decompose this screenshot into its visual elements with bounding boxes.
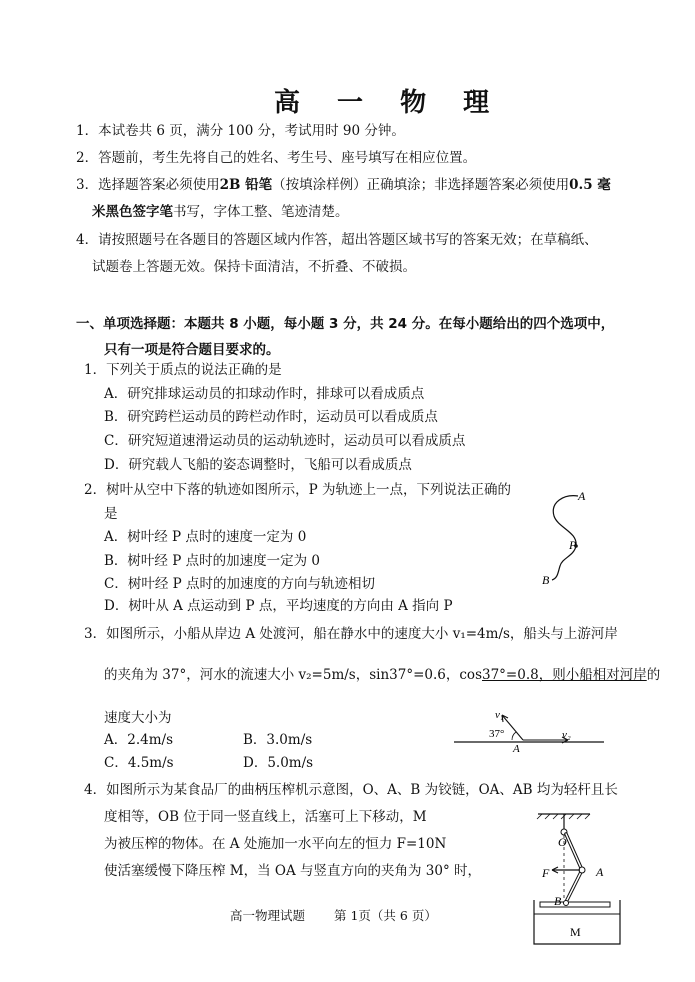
- q2-stem-cont: 是: [104, 506, 118, 522]
- q2-option-c: C．树叶经 P 点时的加速度的方向与轨迹相切: [104, 576, 375, 592]
- rod-ab-inner: [566, 870, 582, 902]
- note-2: 2．答题前，考生先将自己的姓名、考生号、座号填写在相应位置。: [76, 150, 477, 166]
- river-boat-figure: [450, 705, 610, 755]
- q3-stem-cont: [104, 666, 660, 684]
- label-v2: v₂: [562, 729, 571, 741]
- section-heading-cont: 只有一项是符合题目要求的。: [104, 342, 280, 358]
- q4-stem-4: 使活塞缓慢下降压榨 M，当 OA 与竖直方向的夹角为 30° 时，: [104, 863, 482, 879]
- q3-stem-end: 速度大小为: [104, 710, 172, 726]
- label-a: A: [578, 489, 586, 503]
- note-3: [76, 176, 611, 194]
- q2-option-b: B．树叶经 P 点时的加速度一定为 0: [104, 553, 320, 569]
- q2-option-d: D．树叶从 A 点运动到 P 点，平均速度的方向由 A 指向 P: [104, 598, 453, 614]
- label-a: A: [513, 743, 520, 755]
- q3-option-a: A．2.4m/s: [104, 732, 173, 748]
- q3-option-d: D．5.0m/s: [243, 755, 314, 771]
- note-3-pencil: 2B 铅笔: [219, 177, 273, 193]
- footer-page-number: 第 1页（共 6 页）: [334, 908, 437, 923]
- q4-stem-2: 度相等，OB 位于同一竖直线上，活塞可上下移动，M: [104, 809, 427, 825]
- q1-stem: 1．下列关于质点的说法正确的是: [84, 362, 282, 378]
- label-b: B: [542, 573, 550, 587]
- section-heading: 一、单项选择题：本题共 8 小题，每小题 3 分，共 24 分。在每小题给出的四个选项中，: [76, 316, 615, 332]
- q4-stem: 4．如图所示为某食品厂的曲柄压榨机示意图，O、A、B 为铰链，OA、AB 均为轻杆且长: [84, 782, 618, 798]
- q3-stem-cont-c: 的: [646, 667, 661, 683]
- label-b: B: [554, 894, 562, 908]
- page-title: 高 一 物 理: [274, 88, 504, 118]
- label-f: F: [542, 866, 550, 880]
- q1-option-d: D．研究载人飞船的姿态调整时，飞船可以看成质点: [104, 457, 412, 473]
- q1-option-a: A．研究排球运动员的扣球动作时，排球可以看成质点: [104, 386, 425, 402]
- q2-stem: 2．树叶从空中下落的轨迹如图所示，P 为轨迹上一点，下列说法正确的: [84, 482, 511, 498]
- q3-stem-cont-a: 的夹角为 37°，河水的流速大小 v₂=5m/s，sin37°=0.6，cos: [104, 667, 482, 683]
- label-p: P: [569, 538, 577, 552]
- note-3-pen-size: 0.5 毫: [569, 177, 611, 193]
- label-o: O: [558, 835, 567, 849]
- label-v1: v₁: [495, 709, 504, 721]
- note-4: 4．请按照题号在各题目的答题区域内作答，超出答题区域书写的答案无效；在草稿纸、: [76, 232, 598, 248]
- angle-arc: [512, 732, 516, 740]
- rod-oa-inner: [566, 834, 582, 870]
- note-1: 1．本试卷共 6 页，满分 100 分，考试用时 90 分钟。: [76, 123, 405, 139]
- label-a: A: [596, 865, 604, 879]
- q3-stem: 3．如图所示，小船从岸边 A 处渡河，船在静水中的速度大小 v₁=4m/s，船头与上游河岸: [84, 626, 618, 642]
- note-3-part2: （按填涂样例）正确填涂；非选择题答案必须使用: [272, 177, 570, 193]
- leaf-trajectory-figure: [530, 480, 600, 592]
- note-3-part3: 书写，字体工整、笔迹清楚。: [173, 204, 349, 220]
- note-3-cont: [92, 203, 349, 221]
- hinge-b: [564, 901, 569, 906]
- q3-option-c: C．4.5m/s: [104, 755, 174, 771]
- note-4-cont: 试题卷上答题无效。保持卡面清洁，不折叠、不破损。: [92, 259, 416, 275]
- footer-subject: 高一物理试题: [230, 908, 306, 923]
- q1-option-b: B．研究跨栏运动员的跨栏动作时，运动员可以看成质点: [104, 409, 438, 425]
- q3-stem-cont-b: 37°=0.8，则小船相对河岸: [482, 667, 647, 683]
- note-3-part1: 3．选择题答案必须使用: [76, 177, 220, 193]
- label-angle: 37°: [489, 728, 505, 740]
- q1-option-c: C．研究短道速滑运动员的运动轨迹时，运动员可以看成质点: [104, 433, 466, 449]
- label-m: M: [570, 925, 581, 939]
- piston: [540, 902, 610, 907]
- q4-stem-3: 为被压榨的物体。在 A 处施加一水平向左的恒力 F=10N: [104, 836, 447, 852]
- crank-press-figure: [520, 810, 630, 948]
- q3-option-b: B．3.0m/s: [243, 732, 313, 748]
- note-3-pen: 米黑色签字笔: [92, 204, 173, 220]
- q2-option-a: A．树叶经 P 点时的速度一定为 0: [104, 529, 307, 545]
